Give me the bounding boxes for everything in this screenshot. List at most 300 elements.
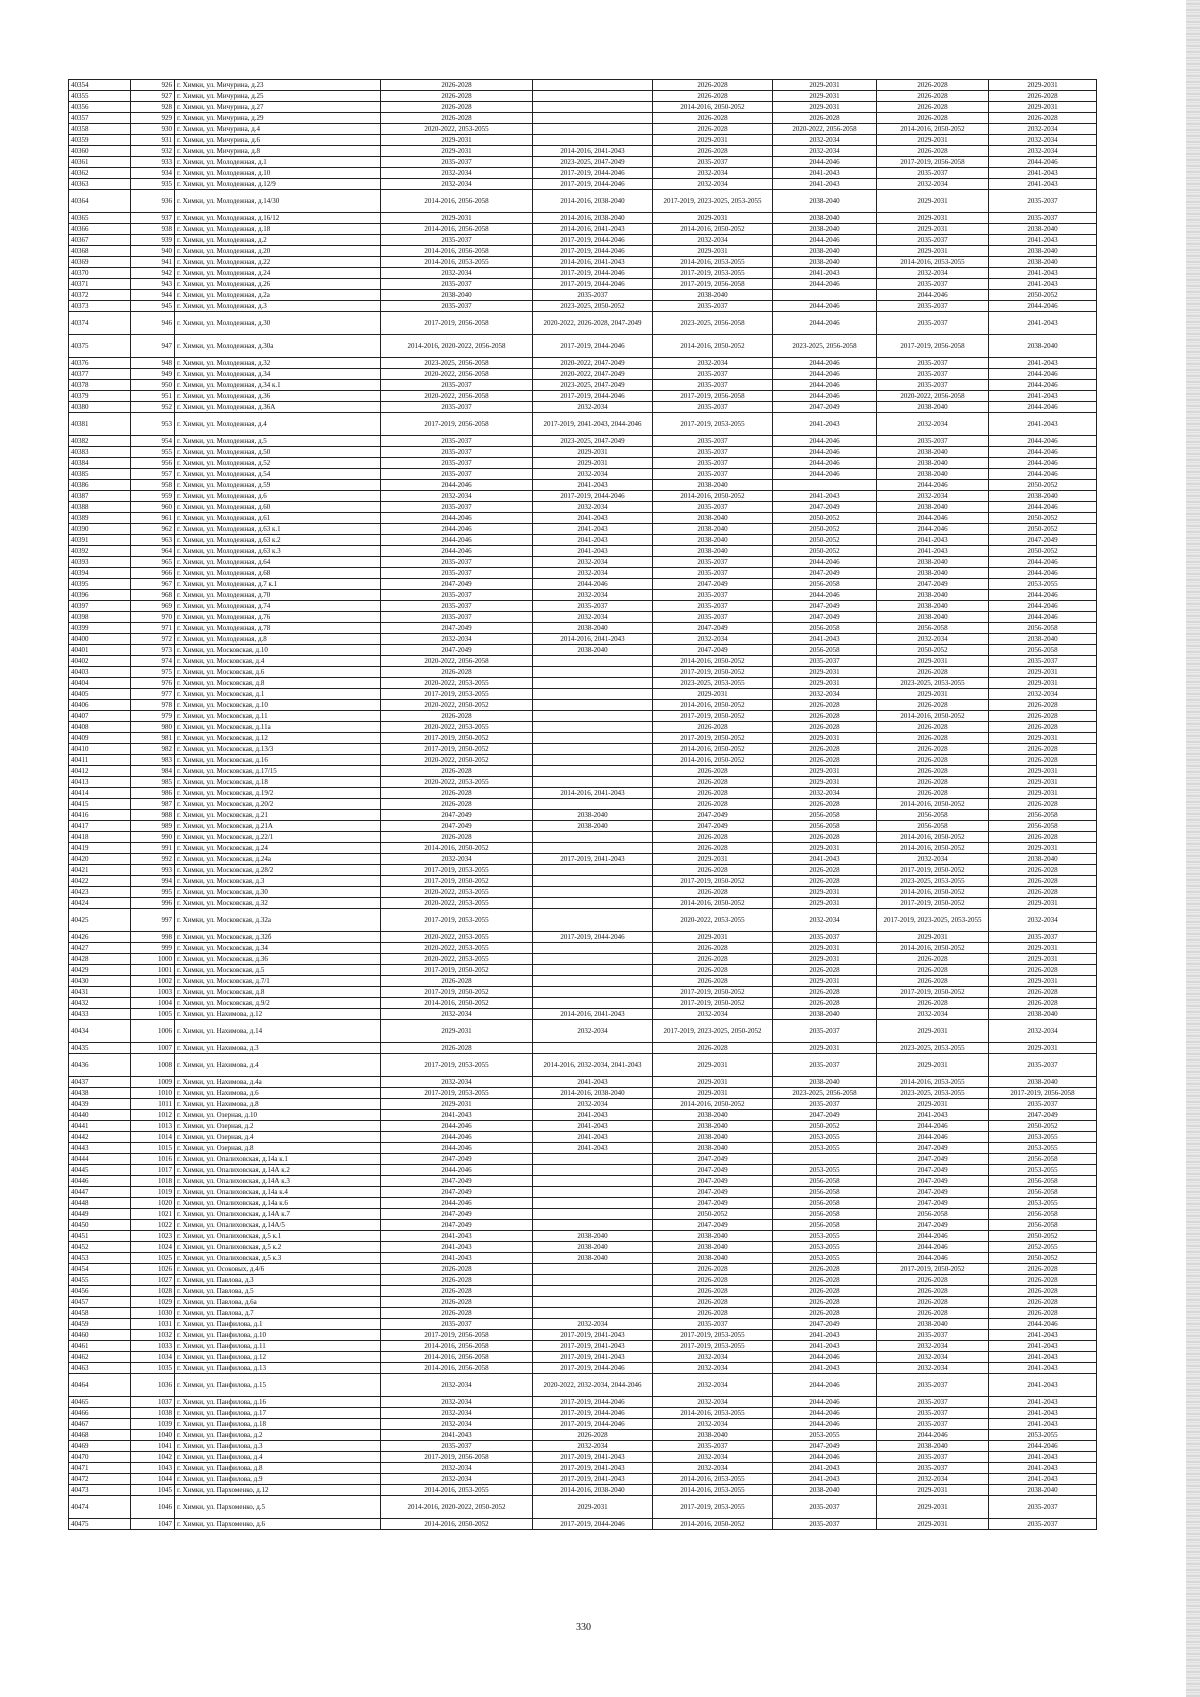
cell-period-5: 2026-2028 — [877, 1286, 989, 1297]
cell-period-6: 2038-2040 — [989, 246, 1097, 257]
cell-period-1: 2020-2022, 2053-2055 — [381, 943, 533, 954]
cell-period-2 — [533, 124, 653, 135]
cell-address: г. Химки, ул. Панфилова, д.13 — [175, 1363, 381, 1374]
cell-period-4: 2041-2043 — [773, 179, 877, 190]
cell-period-5: 2038-2040 — [877, 557, 989, 568]
cell-period-4: 2038-2040 — [773, 1485, 877, 1496]
table-row — [69, 689, 1097, 700]
table-row — [69, 1132, 1097, 1143]
cell-period-6: 2038-2040 — [989, 491, 1097, 502]
cell-address: г. Химки, ул. Молодежная, д.6 — [175, 491, 381, 502]
cell-address: г. Химки, ул. Панфилова, д.17 — [175, 1408, 381, 1419]
cell-row-number: 940 — [131, 246, 175, 257]
cell-period-1: 2044-2046 — [381, 524, 533, 535]
cell-period-4: 2047-2049 — [773, 612, 877, 623]
cell-period-5: 2032-2034 — [877, 1341, 989, 1352]
table-row — [69, 447, 1097, 458]
cell-period-1: 2014-2016, 2056-2058 — [381, 1352, 533, 1363]
cell-period-3: 2047-2049 — [653, 1187, 773, 1198]
cell-registry-id: 40392 — [69, 546, 131, 557]
cell-period-5: 2023-2025, 2053-2055 — [877, 1088, 989, 1099]
table-row — [69, 102, 1097, 113]
cell-registry-id: 40469 — [69, 1441, 131, 1452]
table-row — [69, 290, 1097, 301]
cell-registry-id: 40389 — [69, 513, 131, 524]
cell-period-3: 2029-2031 — [653, 135, 773, 146]
cell-period-3: 2023-2025, 2056-2058 — [653, 312, 773, 335]
table-row — [69, 700, 1097, 711]
cell-address: г. Химки, ул. Озерная, д.10 — [175, 1110, 381, 1121]
cell-row-number: 1015 — [131, 1143, 175, 1154]
cell-registry-id: 40429 — [69, 965, 131, 976]
cell-period-5: 2029-2031 — [877, 1054, 989, 1077]
cell-registry-id: 40431 — [69, 987, 131, 998]
cell-period-1: 2014-2016, 2056-2058 — [381, 224, 533, 235]
cell-period-5: 2032-2034 — [877, 1474, 989, 1485]
cell-period-5: 2047-2049 — [877, 1187, 989, 1198]
cell-address: г. Химки, ул. Молодежная, д.26 — [175, 279, 381, 290]
cell-registry-id: 40417 — [69, 821, 131, 832]
cell-period-4: 2044-2046 — [773, 1352, 877, 1363]
cell-registry-id: 40413 — [69, 777, 131, 788]
cell-period-5: 2029-2031 — [877, 1496, 989, 1519]
cell-row-number: 1016 — [131, 1154, 175, 1165]
cell-address: г. Химки, ул. Московская, д.21 — [175, 810, 381, 821]
cell-row-number: 989 — [131, 821, 175, 832]
cell-period-6: 2041-2043 — [989, 358, 1097, 369]
cell-registry-id: 40460 — [69, 1330, 131, 1341]
cell-row-number: 1035 — [131, 1363, 175, 1374]
cell-period-1: 2026-2028 — [381, 1043, 533, 1054]
cell-address: г. Химки, ул. Молодежная, д.24 — [175, 268, 381, 279]
cell-period-5: 2044-2046 — [877, 524, 989, 535]
cell-period-3: 2026-2028 — [653, 976, 773, 987]
cell-period-2: 2041-2043 — [533, 1121, 653, 1132]
cell-period-3: 2035-2037 — [653, 590, 773, 601]
table-row — [69, 436, 1097, 447]
cell-address: г. Химки, ул. Московская, д.8 — [175, 987, 381, 998]
cell-period-6: 2044-2046 — [989, 458, 1097, 469]
cell-address: г. Химки, ул. Молодежная, д.14/30 — [175, 190, 381, 213]
cell-address: г. Химки, ул. Мичурина, д.27 — [175, 102, 381, 113]
cell-registry-id: 40354 — [69, 80, 131, 91]
cell-period-3: 2017-2019, 2050-2052 — [653, 998, 773, 1009]
cell-registry-id: 40464 — [69, 1374, 131, 1397]
cell-period-2: 2017-2019, 2041-2043 — [533, 1352, 653, 1363]
cell-address: г. Химки, ул. Молодежная, д.60 — [175, 502, 381, 513]
cell-period-6: 2056-2058 — [989, 1209, 1097, 1220]
table-row — [69, 568, 1097, 579]
cell-period-6: 2026-2028 — [989, 832, 1097, 843]
cell-period-1: 2020-2022, 2053-2055 — [381, 777, 533, 788]
cell-period-4: 2044-2046 — [773, 1419, 877, 1430]
cell-period-5: 2029-2031 — [877, 213, 989, 224]
cell-period-6: 2026-2028 — [989, 1286, 1097, 1297]
cell-row-number: 1012 — [131, 1110, 175, 1121]
cell-period-2: 2017-2019, 2041-2043 — [533, 854, 653, 865]
table-row — [69, 1242, 1097, 1253]
cell-address: г. Химки, ул. Панфилова, д.8 — [175, 1463, 381, 1474]
cell-period-1: 2014-2016, 2056-2058 — [381, 246, 533, 257]
cell-period-5: 2044-2046 — [877, 1121, 989, 1132]
cell-period-6: 2044-2046 — [989, 447, 1097, 458]
cell-row-number: 995 — [131, 887, 175, 898]
cell-row-number: 932 — [131, 146, 175, 157]
cell-address: г. Химки, ул. Московская, д.10 — [175, 700, 381, 711]
cell-period-4: 2026-2028 — [773, 876, 877, 887]
cell-period-5: 2044-2046 — [877, 1430, 989, 1441]
cell-row-number: 950 — [131, 380, 175, 391]
cell-period-2 — [533, 744, 653, 755]
cell-address: г. Химки, ул. Молодежная, д.78 — [175, 623, 381, 634]
cell-period-1: 2032-2034 — [381, 1474, 533, 1485]
cell-period-6: 2044-2046 — [989, 568, 1097, 579]
cell-row-number: 1027 — [131, 1275, 175, 1286]
table-row — [69, 579, 1097, 590]
cell-period-1: 2032-2034 — [381, 491, 533, 502]
cell-row-number: 1010 — [131, 1088, 175, 1099]
cell-address: г. Химки, ул. Панфилова, д.3 — [175, 1441, 381, 1452]
cell-period-3: 2032-2034 — [653, 1419, 773, 1430]
cell-address: г. Химки, ул. Московская, д.17/15 — [175, 766, 381, 777]
table-row — [69, 1408, 1097, 1419]
cell-address: г. Химки, ул. Молодежная, д.36А — [175, 402, 381, 413]
cell-period-4: 2026-2028 — [773, 998, 877, 1009]
cell-period-2: 2032-2034 — [533, 1441, 653, 1452]
cell-registry-id: 40403 — [69, 667, 131, 678]
cell-period-2 — [533, 678, 653, 689]
cell-row-number: 949 — [131, 369, 175, 380]
cell-registry-id: 40362 — [69, 168, 131, 179]
cell-address: г. Химки, ул. Панфилова, д.4 — [175, 1452, 381, 1463]
cell-period-2: 2032-2034 — [533, 402, 653, 413]
cell-period-5: 2026-2028 — [877, 91, 989, 102]
cell-address: г. Химки, ул. Мичурина, д.25 — [175, 91, 381, 102]
cell-period-6: 2044-2046 — [989, 557, 1097, 568]
cell-period-3: 2014-2016, 2050-2052 — [653, 491, 773, 502]
cell-period-5: 2029-2031 — [877, 224, 989, 235]
table-row — [69, 755, 1097, 766]
cell-registry-id: 40368 — [69, 246, 131, 257]
cell-period-4: 2032-2034 — [773, 689, 877, 700]
cell-period-2 — [533, 1275, 653, 1286]
cell-row-number: 962 — [131, 524, 175, 535]
cell-row-number: 994 — [131, 876, 175, 887]
cell-period-3: 2020-2022, 2053-2055 — [653, 909, 773, 932]
cell-period-6: 2041-2043 — [989, 235, 1097, 246]
cell-period-6: 2038-2040 — [989, 634, 1097, 645]
cell-period-2: 2014-2016, 2041-2043 — [533, 146, 653, 157]
cell-period-2 — [533, 733, 653, 744]
cell-period-2: 2017-2019, 2044-2046 — [533, 1419, 653, 1430]
cell-address: г. Химки, ул. Московская, д.4 — [175, 656, 381, 667]
cell-period-5: 2047-2049 — [877, 1220, 989, 1231]
cell-period-6: 2026-2028 — [989, 876, 1097, 887]
cell-period-6: 2029-2031 — [989, 788, 1097, 799]
cell-period-1: 2044-2046 — [381, 535, 533, 546]
cell-period-5: 2035-2037 — [877, 312, 989, 335]
cell-period-6: 2044-2046 — [989, 1441, 1097, 1452]
cell-row-number: 939 — [131, 235, 175, 246]
cell-row-number: 990 — [131, 832, 175, 843]
table-row — [69, 656, 1097, 667]
table-row — [69, 1352, 1097, 1363]
cell-period-1: 2044-2046 — [381, 1121, 533, 1132]
table-row — [69, 1430, 1097, 1441]
cell-period-1: 2047-2049 — [381, 623, 533, 634]
table-row — [69, 1054, 1097, 1077]
cell-period-6: 2029-2031 — [989, 667, 1097, 678]
cell-period-5: 2017-2019, 2056-2058 — [877, 335, 989, 358]
cell-period-4 — [773, 1154, 877, 1165]
cell-period-3: 2047-2049 — [653, 1165, 773, 1176]
cell-period-6: 2032-2034 — [989, 689, 1097, 700]
cell-row-number: 1046 — [131, 1496, 175, 1519]
cell-registry-id: 40475 — [69, 1519, 131, 1530]
cell-address: г. Химки, ул. Нахимова, д.3 — [175, 1043, 381, 1054]
cell-period-1: 2032-2034 — [381, 1374, 533, 1397]
cell-period-1: 2026-2028 — [381, 799, 533, 810]
cell-period-1: 2047-2049 — [381, 1187, 533, 1198]
cell-period-5: 2029-2031 — [877, 1099, 989, 1110]
cell-address: г. Химки, ул. Опалиховская, д.14А к.3 — [175, 1176, 381, 1187]
cell-period-5: 2056-2058 — [877, 810, 989, 821]
cell-period-3: 2032-2034 — [653, 358, 773, 369]
cell-address: г. Химки, ул. Молодежная, д.18 — [175, 224, 381, 235]
cell-period-5: 2029-2031 — [877, 135, 989, 146]
cell-period-4: 2047-2049 — [773, 1110, 877, 1121]
cell-address: г. Химки, ул. Молодежная, д.30 — [175, 312, 381, 335]
cell-address: г. Химки, ул. Молодежная, д.54 — [175, 469, 381, 480]
cell-address: г. Химки, ул. Московская, д.36 — [175, 954, 381, 965]
cell-address: г. Химки, ул. Нахимова, д.12 — [175, 1009, 381, 1020]
cell-registry-id: 40434 — [69, 1020, 131, 1043]
cell-row-number: 938 — [131, 224, 175, 235]
cell-period-6: 2029-2031 — [989, 733, 1097, 744]
cell-address: г. Химки, ул. Московская, д.32а — [175, 909, 381, 932]
cell-period-5: 2032-2034 — [877, 634, 989, 645]
cell-period-6: 2026-2028 — [989, 722, 1097, 733]
cell-address: г. Химки, ул. Молодежная, д.20 — [175, 246, 381, 257]
cell-address: г. Химки, ул. Молодежная, д.12/9 — [175, 179, 381, 190]
cell-period-5: 2029-2031 — [877, 656, 989, 667]
cell-period-3: 2038-2040 — [653, 1143, 773, 1154]
cell-period-5: 2014-2016, 2050-2052 — [877, 887, 989, 898]
cell-period-2 — [533, 1198, 653, 1209]
cell-address: г. Химки, ул. Опалиховская, д.14а к.4 — [175, 1187, 381, 1198]
cell-row-number: 977 — [131, 689, 175, 700]
cell-period-6: 2029-2031 — [989, 678, 1097, 689]
cell-row-number: 1006 — [131, 1020, 175, 1043]
cell-period-3: 2047-2049 — [653, 1154, 773, 1165]
cell-period-3: 2032-2034 — [653, 1352, 773, 1363]
cell-period-3: 2014-2016, 2050-2052 — [653, 102, 773, 113]
cell-period-1: 2041-2043 — [381, 1242, 533, 1253]
cell-period-4: 2056-2058 — [773, 1198, 877, 1209]
cell-period-2 — [533, 976, 653, 987]
cell-period-4: 2041-2043 — [773, 1330, 877, 1341]
cell-period-4: 2032-2034 — [773, 135, 877, 146]
cell-period-4: 2026-2028 — [773, 865, 877, 876]
cell-period-3: 2017-2019, 2023-2025, 2050-2052 — [653, 1020, 773, 1043]
cell-period-3: 2047-2049 — [653, 810, 773, 821]
table-row — [69, 678, 1097, 689]
cell-row-number: 1019 — [131, 1187, 175, 1198]
cell-period-2 — [533, 689, 653, 700]
cell-address: г. Химки, ул. Молодежная, д.59 — [175, 480, 381, 491]
cell-row-number: 1031 — [131, 1319, 175, 1330]
cell-period-3: 2047-2049 — [653, 623, 773, 634]
table-row — [69, 590, 1097, 601]
cell-period-4: 2035-2037 — [773, 1496, 877, 1519]
cell-row-number: 1005 — [131, 1009, 175, 1020]
cell-period-1: 2041-2043 — [381, 1231, 533, 1242]
cell-period-2: 2014-2016, 2041-2043 — [533, 224, 653, 235]
cell-period-3: 2026-2028 — [653, 1043, 773, 1054]
cell-registry-id: 40455 — [69, 1275, 131, 1286]
cell-address: г. Химки, ул. Мичурина, д.23 — [175, 80, 381, 91]
cell-period-2 — [533, 909, 653, 932]
cell-period-3: 2029-2031 — [653, 932, 773, 943]
cell-row-number: 960 — [131, 502, 175, 513]
cell-period-3: 2014-2016, 2050-2052 — [653, 700, 773, 711]
cell-period-5: 2038-2040 — [877, 1319, 989, 1330]
table-row — [69, 777, 1097, 788]
cell-period-1: 2023-2025, 2056-2058 — [381, 358, 533, 369]
cell-period-2: 2017-2019, 2044-2046 — [533, 335, 653, 358]
table-row — [69, 1020, 1097, 1043]
cell-registry-id: 40462 — [69, 1352, 131, 1363]
cell-period-3: 2038-2040 — [653, 1121, 773, 1132]
cell-period-6: 2038-2040 — [989, 1077, 1097, 1088]
cell-address: г. Химки, ул. Опалиховская, д.14А к.7 — [175, 1209, 381, 1220]
cell-period-4: 2053-2055 — [773, 1242, 877, 1253]
cell-period-2: 2032-2034 — [533, 568, 653, 579]
cell-period-1: 2029-2031 — [381, 146, 533, 157]
cell-period-6: 2029-2031 — [989, 766, 1097, 777]
cell-registry-id: 40409 — [69, 733, 131, 744]
cell-period-6: 2041-2043 — [989, 1419, 1097, 1430]
cell-row-number: 992 — [131, 854, 175, 865]
cell-address: г. Химки, ул. Московская, д.11а — [175, 722, 381, 733]
cell-period-1: 2026-2028 — [381, 832, 533, 843]
cell-row-number: 984 — [131, 766, 175, 777]
cell-period-4: 2056-2058 — [773, 810, 877, 821]
cell-registry-id: 40380 — [69, 402, 131, 413]
cell-period-4: 2035-2037 — [773, 1054, 877, 1077]
cell-period-5: 2038-2040 — [877, 458, 989, 469]
cell-period-4: 2056-2058 — [773, 1187, 877, 1198]
cell-period-1: 2014-2016, 2053-2055 — [381, 1485, 533, 1496]
cell-period-2 — [533, 1209, 653, 1220]
cell-period-6: 2041-2043 — [989, 279, 1097, 290]
cell-row-number: 993 — [131, 865, 175, 876]
cell-period-4: 2053-2055 — [773, 1143, 877, 1154]
cell-period-2: 2017-2019, 2041-2043 — [533, 1341, 653, 1352]
cell-period-2: 2041-2043 — [533, 535, 653, 546]
cell-period-3: 2035-2037 — [653, 157, 773, 168]
cell-period-6: 2029-2031 — [989, 954, 1097, 965]
cell-registry-id: 40397 — [69, 601, 131, 612]
cell-registry-id: 40414 — [69, 788, 131, 799]
cell-period-1: 2017-2019, 2050-2052 — [381, 744, 533, 755]
cell-registry-id: 40399 — [69, 623, 131, 634]
cell-period-5: 2026-2028 — [877, 733, 989, 744]
cell-period-6: 2035-2037 — [989, 932, 1097, 943]
cell-period-2: 2014-2016, 2041-2043 — [533, 788, 653, 799]
cell-period-1: 2044-2046 — [381, 1132, 533, 1143]
cell-period-4: 2044-2046 — [773, 1452, 877, 1463]
cell-period-2 — [533, 832, 653, 843]
cell-period-5: 2038-2040 — [877, 612, 989, 623]
table-row — [69, 898, 1097, 909]
table-row — [69, 546, 1097, 557]
cell-address: г. Химки, ул. Панфилова, д.12 — [175, 1352, 381, 1363]
table-row — [69, 268, 1097, 279]
cell-registry-id: 40422 — [69, 876, 131, 887]
cell-row-number: 997 — [131, 909, 175, 932]
cell-row-number: 991 — [131, 843, 175, 854]
cell-period-4: 2044-2046 — [773, 235, 877, 246]
cell-row-number: 1011 — [131, 1099, 175, 1110]
cell-address: г. Химки, ул. Опалиховская, д.14А к.2 — [175, 1165, 381, 1176]
cell-period-3: 2026-2028 — [653, 887, 773, 898]
cell-row-number: 996 — [131, 898, 175, 909]
cell-period-5: 2017-2019, 2050-2052 — [877, 898, 989, 909]
cell-period-6: 2035-2037 — [989, 190, 1097, 213]
cell-period-5: 2026-2028 — [877, 102, 989, 113]
cell-period-5: 2035-2037 — [877, 1408, 989, 1419]
cell-period-2: 2041-2043 — [533, 1077, 653, 1088]
cell-period-4: 2041-2043 — [773, 168, 877, 179]
cell-period-3: 2047-2049 — [653, 1198, 773, 1209]
cell-period-3: 2026-2028 — [653, 1286, 773, 1297]
cell-period-4: 2041-2043 — [773, 413, 877, 436]
cell-row-number: 953 — [131, 413, 175, 436]
cell-row-number: 976 — [131, 678, 175, 689]
cell-period-1: 2014-2016, 2050-2052 — [381, 843, 533, 854]
cell-period-1: 2035-2037 — [381, 502, 533, 513]
cell-period-2: 2032-2034 — [533, 557, 653, 568]
table-row — [69, 224, 1097, 235]
cell-period-6: 2056-2058 — [989, 821, 1097, 832]
cell-period-6: 2041-2043 — [989, 1341, 1097, 1352]
cell-period-4: 2044-2046 — [773, 369, 877, 380]
cell-row-number: 1000 — [131, 954, 175, 965]
cell-period-2: 2038-2040 — [533, 810, 653, 821]
cell-period-1: 2020-2022, 2056-2058 — [381, 391, 533, 402]
table-row — [69, 458, 1097, 469]
cell-period-6: 2038-2040 — [989, 335, 1097, 358]
cell-address: г. Химки, ул. Московская, д.8 — [175, 678, 381, 689]
cell-registry-id: 40430 — [69, 976, 131, 987]
cell-period-6: 2041-2043 — [989, 1474, 1097, 1485]
cell-period-6: 2056-2058 — [989, 1187, 1097, 1198]
cell-registry-id: 40433 — [69, 1009, 131, 1020]
cell-registry-id: 40355 — [69, 91, 131, 102]
cell-period-2 — [533, 1264, 653, 1275]
cell-period-5: 2035-2037 — [877, 1463, 989, 1474]
cell-period-5: 2032-2034 — [877, 491, 989, 502]
cell-registry-id: 40411 — [69, 755, 131, 766]
cell-period-4: 2044-2046 — [773, 358, 877, 369]
cell-period-4: 2056-2058 — [773, 1176, 877, 1187]
cell-period-6: 2029-2031 — [989, 102, 1097, 113]
cell-period-4: 2044-2046 — [773, 279, 877, 290]
cell-address: г. Химки, ул. Молодежная, д.30а — [175, 335, 381, 358]
cell-period-3: 2032-2034 — [653, 179, 773, 190]
cell-period-5: 2047-2049 — [877, 1143, 989, 1154]
